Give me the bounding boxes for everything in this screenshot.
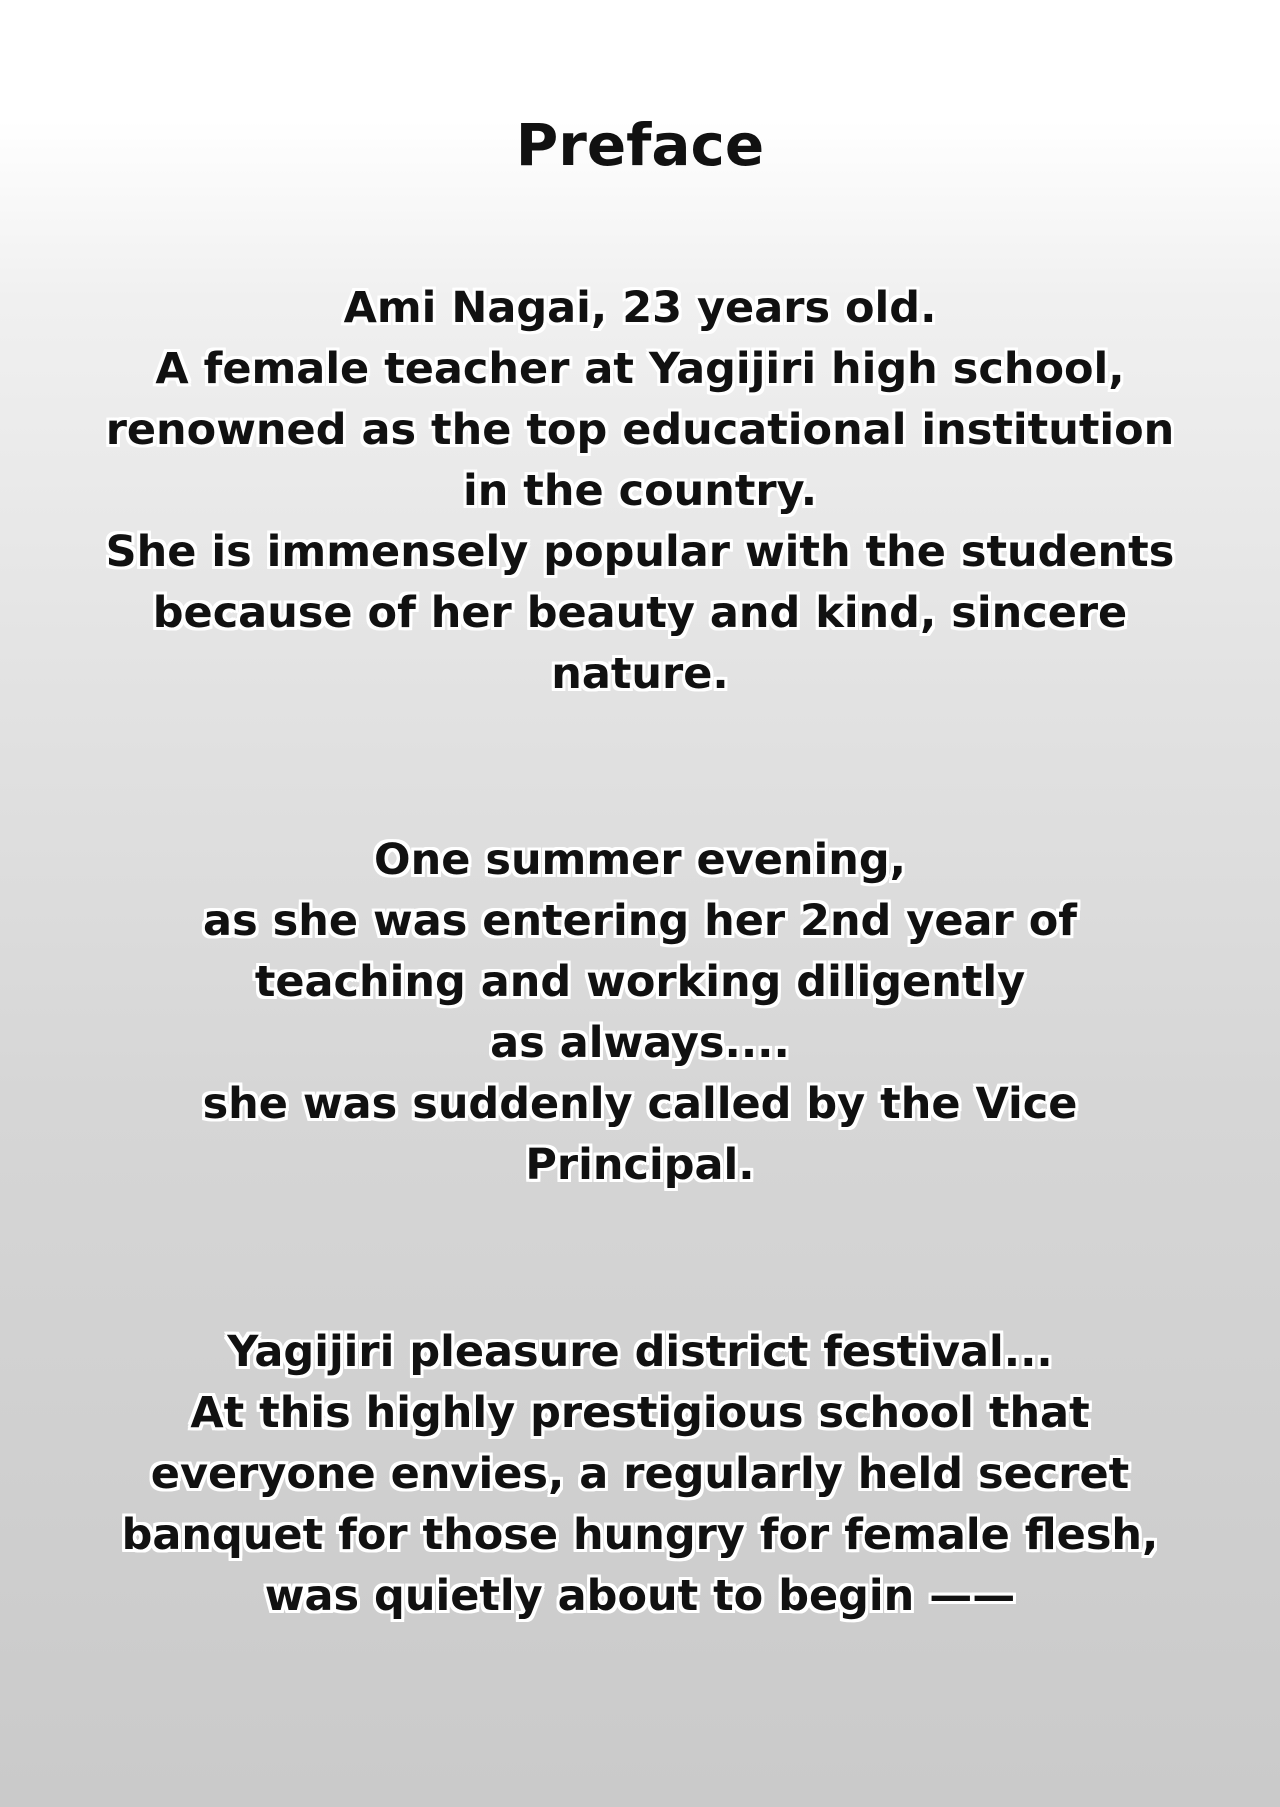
paragraph-intro [60,278,1220,705]
paragraph-festival [60,1322,1220,1627]
text-line: because of her beauty and kind, sincere [152,588,1128,638]
text-line: One summer evening, [374,835,906,885]
text-line: Ami Nagai, 23 years old. [343,283,937,333]
text-line: A female teacher at Yagijiri high school, [155,344,1125,394]
text-line: teaching and working diligently [254,957,1026,1007]
text-line: renowned as the top educational institution [105,405,1175,455]
text-line: At this highly prestigious school that [190,1388,1090,1438]
text-line: she was suddenly called by the Vice [202,1079,1078,1129]
text-line: banquet for those hungry for female flesh, [121,1510,1159,1560]
text-line: She is immensely popular with the students [105,527,1175,577]
text-line: in the country. [462,466,818,516]
text-line: Principal. [525,1140,755,1190]
text-line: nature. [551,649,729,699]
paragraph-evening [60,830,1220,1196]
text-line: was quietly about to begin —— [264,1571,1016,1621]
text-line: Yagijiri pleasure district festival... [227,1327,1053,1377]
text-line: everyone envies, a regularly held secret [150,1449,1130,1499]
page-title: Preface [515,111,765,179]
text-line: as always.... [490,1018,790,1068]
text-line: as she was entering her 2nd year of [203,896,1077,946]
